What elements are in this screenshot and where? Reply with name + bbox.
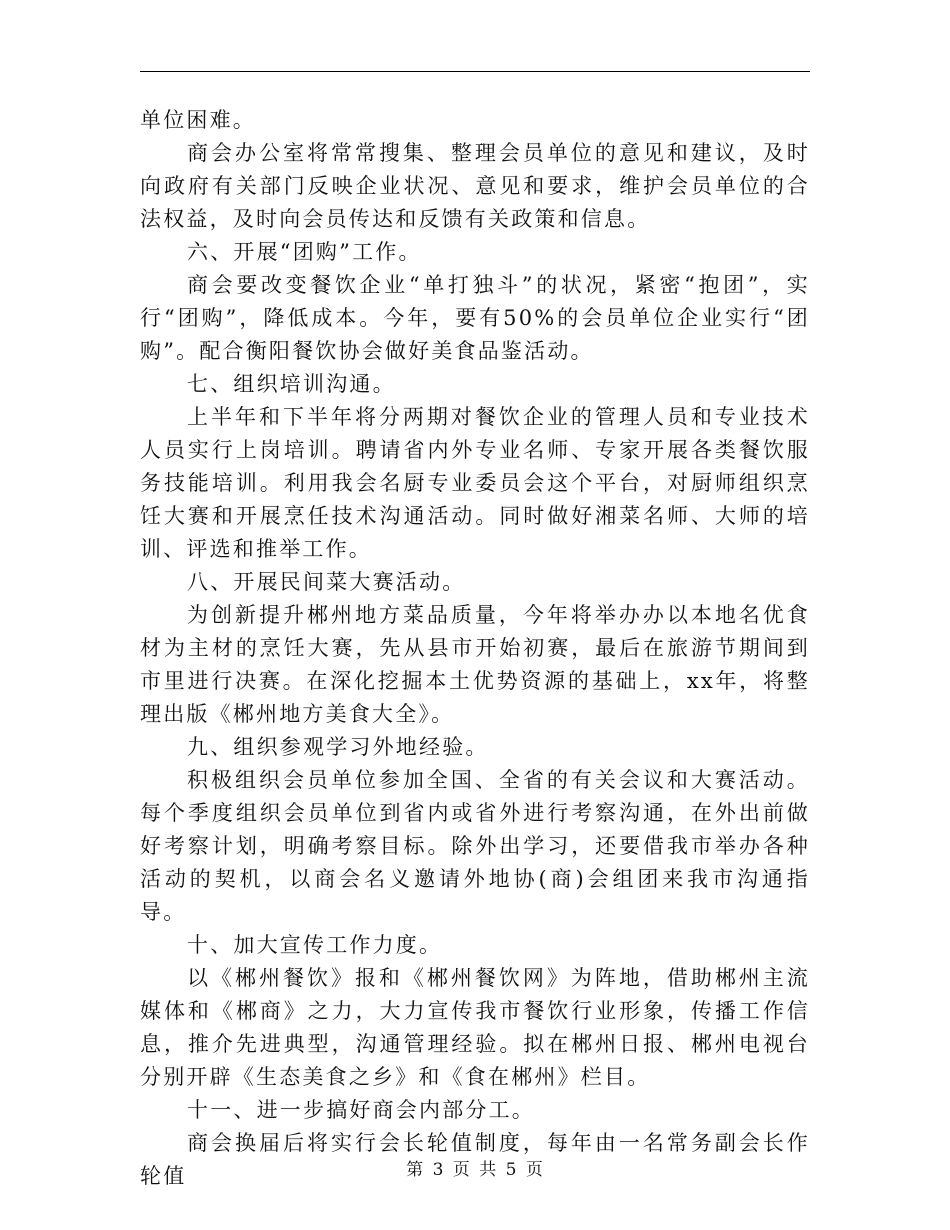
- paragraph: 商会换届后将实行会长轮值制度，每年由一名常务副会长作轮值: [140, 1131, 810, 1188]
- paragraph: 商会办公室将常常搜集、整理会员单位的意见和建议，及时向政府有关部门反映企业状况、意见和要求，维护会员单位的合法权益，及时向会员传达和反馈有关政策和信息。: [140, 141, 810, 231]
- document-body: [140, 104, 810, 1193]
- header-rule: [140, 71, 810, 72]
- paragraph: 单位困难。: [140, 108, 256, 132]
- section-heading: 十一、进一步搞好商会内部分工。: [187, 1098, 535, 1122]
- page-number-footer: 第 3 页 共 5 页: [406, 1160, 544, 1180]
- paragraph: 上半年和下半年将分两期对餐饮企业的管理人员和专业技术人员实行上岗培训。聘请省内外专业名师、专家开展各类餐饮服务技能培训。利用我会名厨专业委员会这个平台，对厨师组织烹饪大赛和开展烹任技术沟通活动。同时做好湘菜名师、大师的培训、评选和推举工作。: [140, 405, 810, 561]
- paragraph: 积极组织会员单位参加全国、全省的有关会议和大赛活动。每个季度组织会员单位到省内或省外进行考察沟通，在外出前做好考察计划，明确考察目标。除外出学习，还要借我市举办各种活动的契机，以商会名义邀请外地协(商)会组团来我市沟通指导。: [140, 768, 810, 924]
- section-heading: 九、组织参观学习外地经验。: [187, 735, 489, 759]
- section-heading: 七、组织培训沟通。: [187, 372, 396, 396]
- section-heading: 十、加大宣传工作力度。: [187, 933, 443, 957]
- paragraph: 商会要改变餐饮企业“单打独斗”的状况，紧密“抱团”，实行“团购”，降低成本。今年，要有50%的会员单位企业实行“团购”。配合衡阳餐饮协会做好美食品鉴活动。: [140, 273, 810, 363]
- section-heading: 八、开展民间菜大赛活动。: [187, 570, 466, 594]
- paragraph: 为创新提升郴州地方菜品质量，今年将举办办以本地名优食材为主材的烹饪大赛，先从县市开始初赛，最后在旅游节期间到市里进行决赛。在深化挖掘本土优势资源的基础上，xx年，将整理出版《郴州地方美食大全》。: [140, 603, 810, 726]
- paragraph: 以《郴州餐饮》报和《郴州餐饮网》为阵地，借助郴州主流媒体和《郴商》之力，大力宣传我市餐饮行业形象，传播工作信息，推介先进典型，沟通管理经验。拟在郴州日报、郴州电视台分别开辟《生态美食之乡》和《食在郴州》栏目。: [140, 966, 810, 1089]
- section-heading: 六、开展“团购”工作。: [187, 240, 422, 264]
